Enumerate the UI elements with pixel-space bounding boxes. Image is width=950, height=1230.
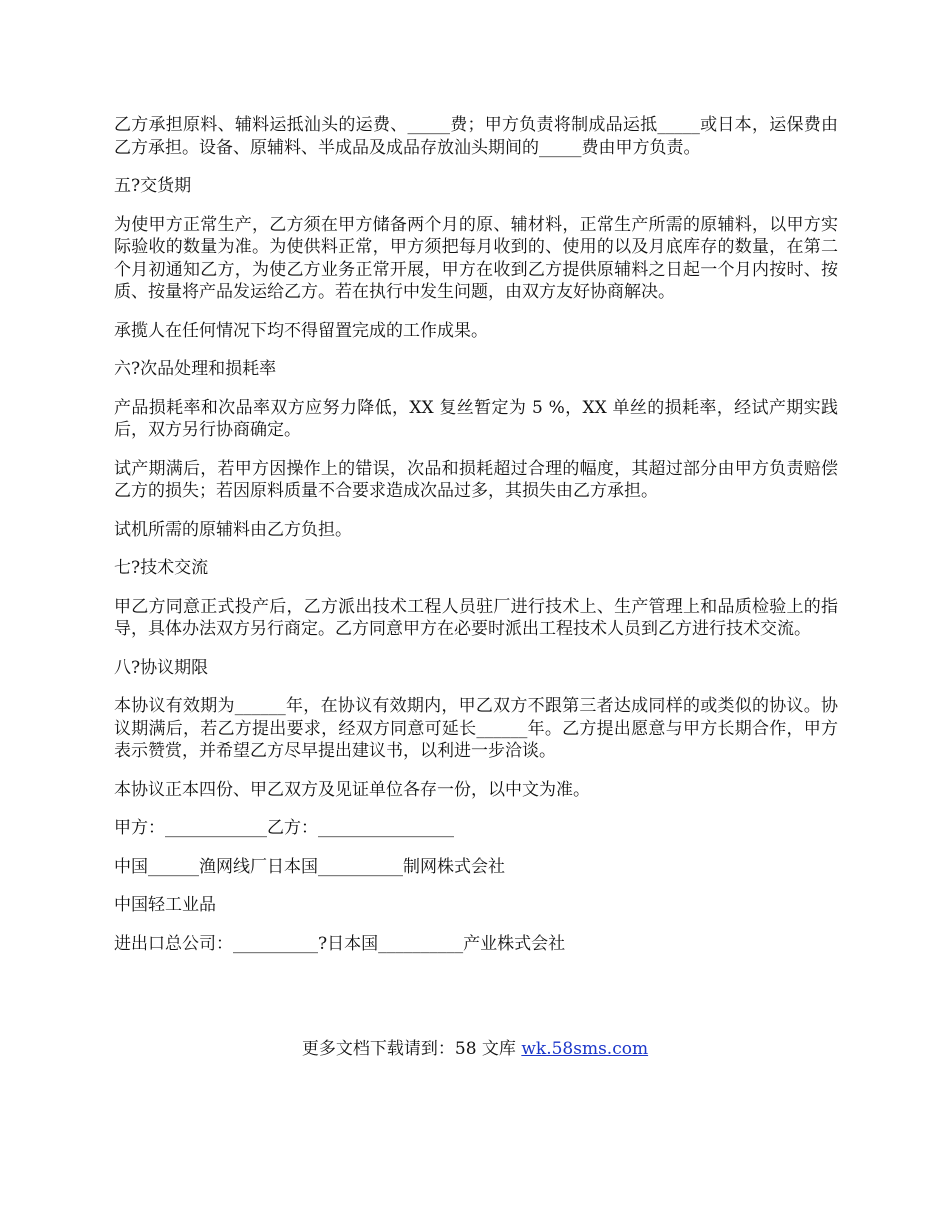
paragraph-loss-rate: 产品损耗率和次品率双方应努力降低，XX 复丝暂定为 5 %，XX 单丝的损耗率，经试产期实践后，双方另行协商确定。 bbox=[114, 397, 838, 440]
footer-text: 更多文档下载请到：58 文库 bbox=[301, 1039, 522, 1059]
paragraph-trial-materials: 试机所需的原辅料由乙方负担。 bbox=[114, 519, 352, 540]
section-heading-defects: 六?次品处理和损耗率 bbox=[114, 359, 277, 379]
paragraph-agreement-term: 本协议有效期为______年，在协议有效期内，甲乙双方不跟第三者达成同样的或类似的协议。协议期满后，若乙方提出要求，经双方同意可延长______年。乙方提出愿意与甲方长期合作，甲方表示赞赏，并希望乙方尽早提出建议书，以利进一步洽谈。 bbox=[114, 696, 838, 761]
paragraph-delivery-terms: 为使甲方正常生产，乙方须在甲方储备两个月的原、辅材料，正常生产所需的原辅料，以甲方实际验收的数量为准。为使供料正常，甲方须把每月收到的、使用的以及月底库存的数量，在第二个月初通知乙方，为使乙方业务正常开展，甲方在收到乙方提供原辅料之日起一个月内按时、按质、按量将产品发运给乙方。若在执行中发生问题，由双方友好协商解决。 bbox=[114, 214, 838, 302]
paragraph-transport-costs: 乙方承担原料、辅料运抵汕头的运费、_____费；甲方负责将制成品运抵_____或日本，运保费由乙方承担。设备、原辅料、半成品及成品存放汕头期间的_____费由甲方负责。 bbox=[114, 115, 838, 158]
paragraph-trial-compensation: 试产期满后，若甲方因操作上的错误，次品和损耗超过合理的幅度，其超过部分由甲方负责赔偿乙方的损失；若因原料质量不合要求造成次品过多，其损失由乙方承担。 bbox=[114, 458, 838, 501]
section-heading-tech-exchange: 七?技术交流 bbox=[114, 558, 209, 578]
signature-line-parties: 甲方：____________乙方：________________ bbox=[114, 818, 454, 838]
section-heading-term: 八?协议期限 bbox=[114, 657, 209, 678]
paragraph-copies: 本协议正本四份、甲乙双方及见证单位各存一份，以中文为准。 bbox=[114, 779, 590, 800]
signature-line-import-export: 进出口总公司：__________?日本国__________产业株式会社 bbox=[114, 933, 566, 954]
paragraph-work-results: 承揽人在任何情况下均不得留置完成的工作成果。 bbox=[114, 320, 488, 341]
document-body bbox=[114, 114, 838, 971]
signature-line-light-industry: 中国轻工业品 bbox=[114, 895, 216, 915]
footer-link[interactable]: wk.58sms.com bbox=[521, 1039, 649, 1059]
paragraph-tech-exchange: 甲乙方同意正式投产后，乙方派出技术工程人员驻厂进行技术上、生产管理上和品质检验上的指导，具体办法双方另行商定。乙方同意甲方在必要时派出工程技术人员到乙方进行技术交流。 bbox=[114, 596, 838, 639]
section-heading-delivery: 五?交货期 bbox=[114, 176, 192, 196]
signature-line-factory: 中国______渔网线厂日本国__________制网株式会社 bbox=[114, 856, 505, 877]
download-footer bbox=[0, 1038, 950, 1060]
